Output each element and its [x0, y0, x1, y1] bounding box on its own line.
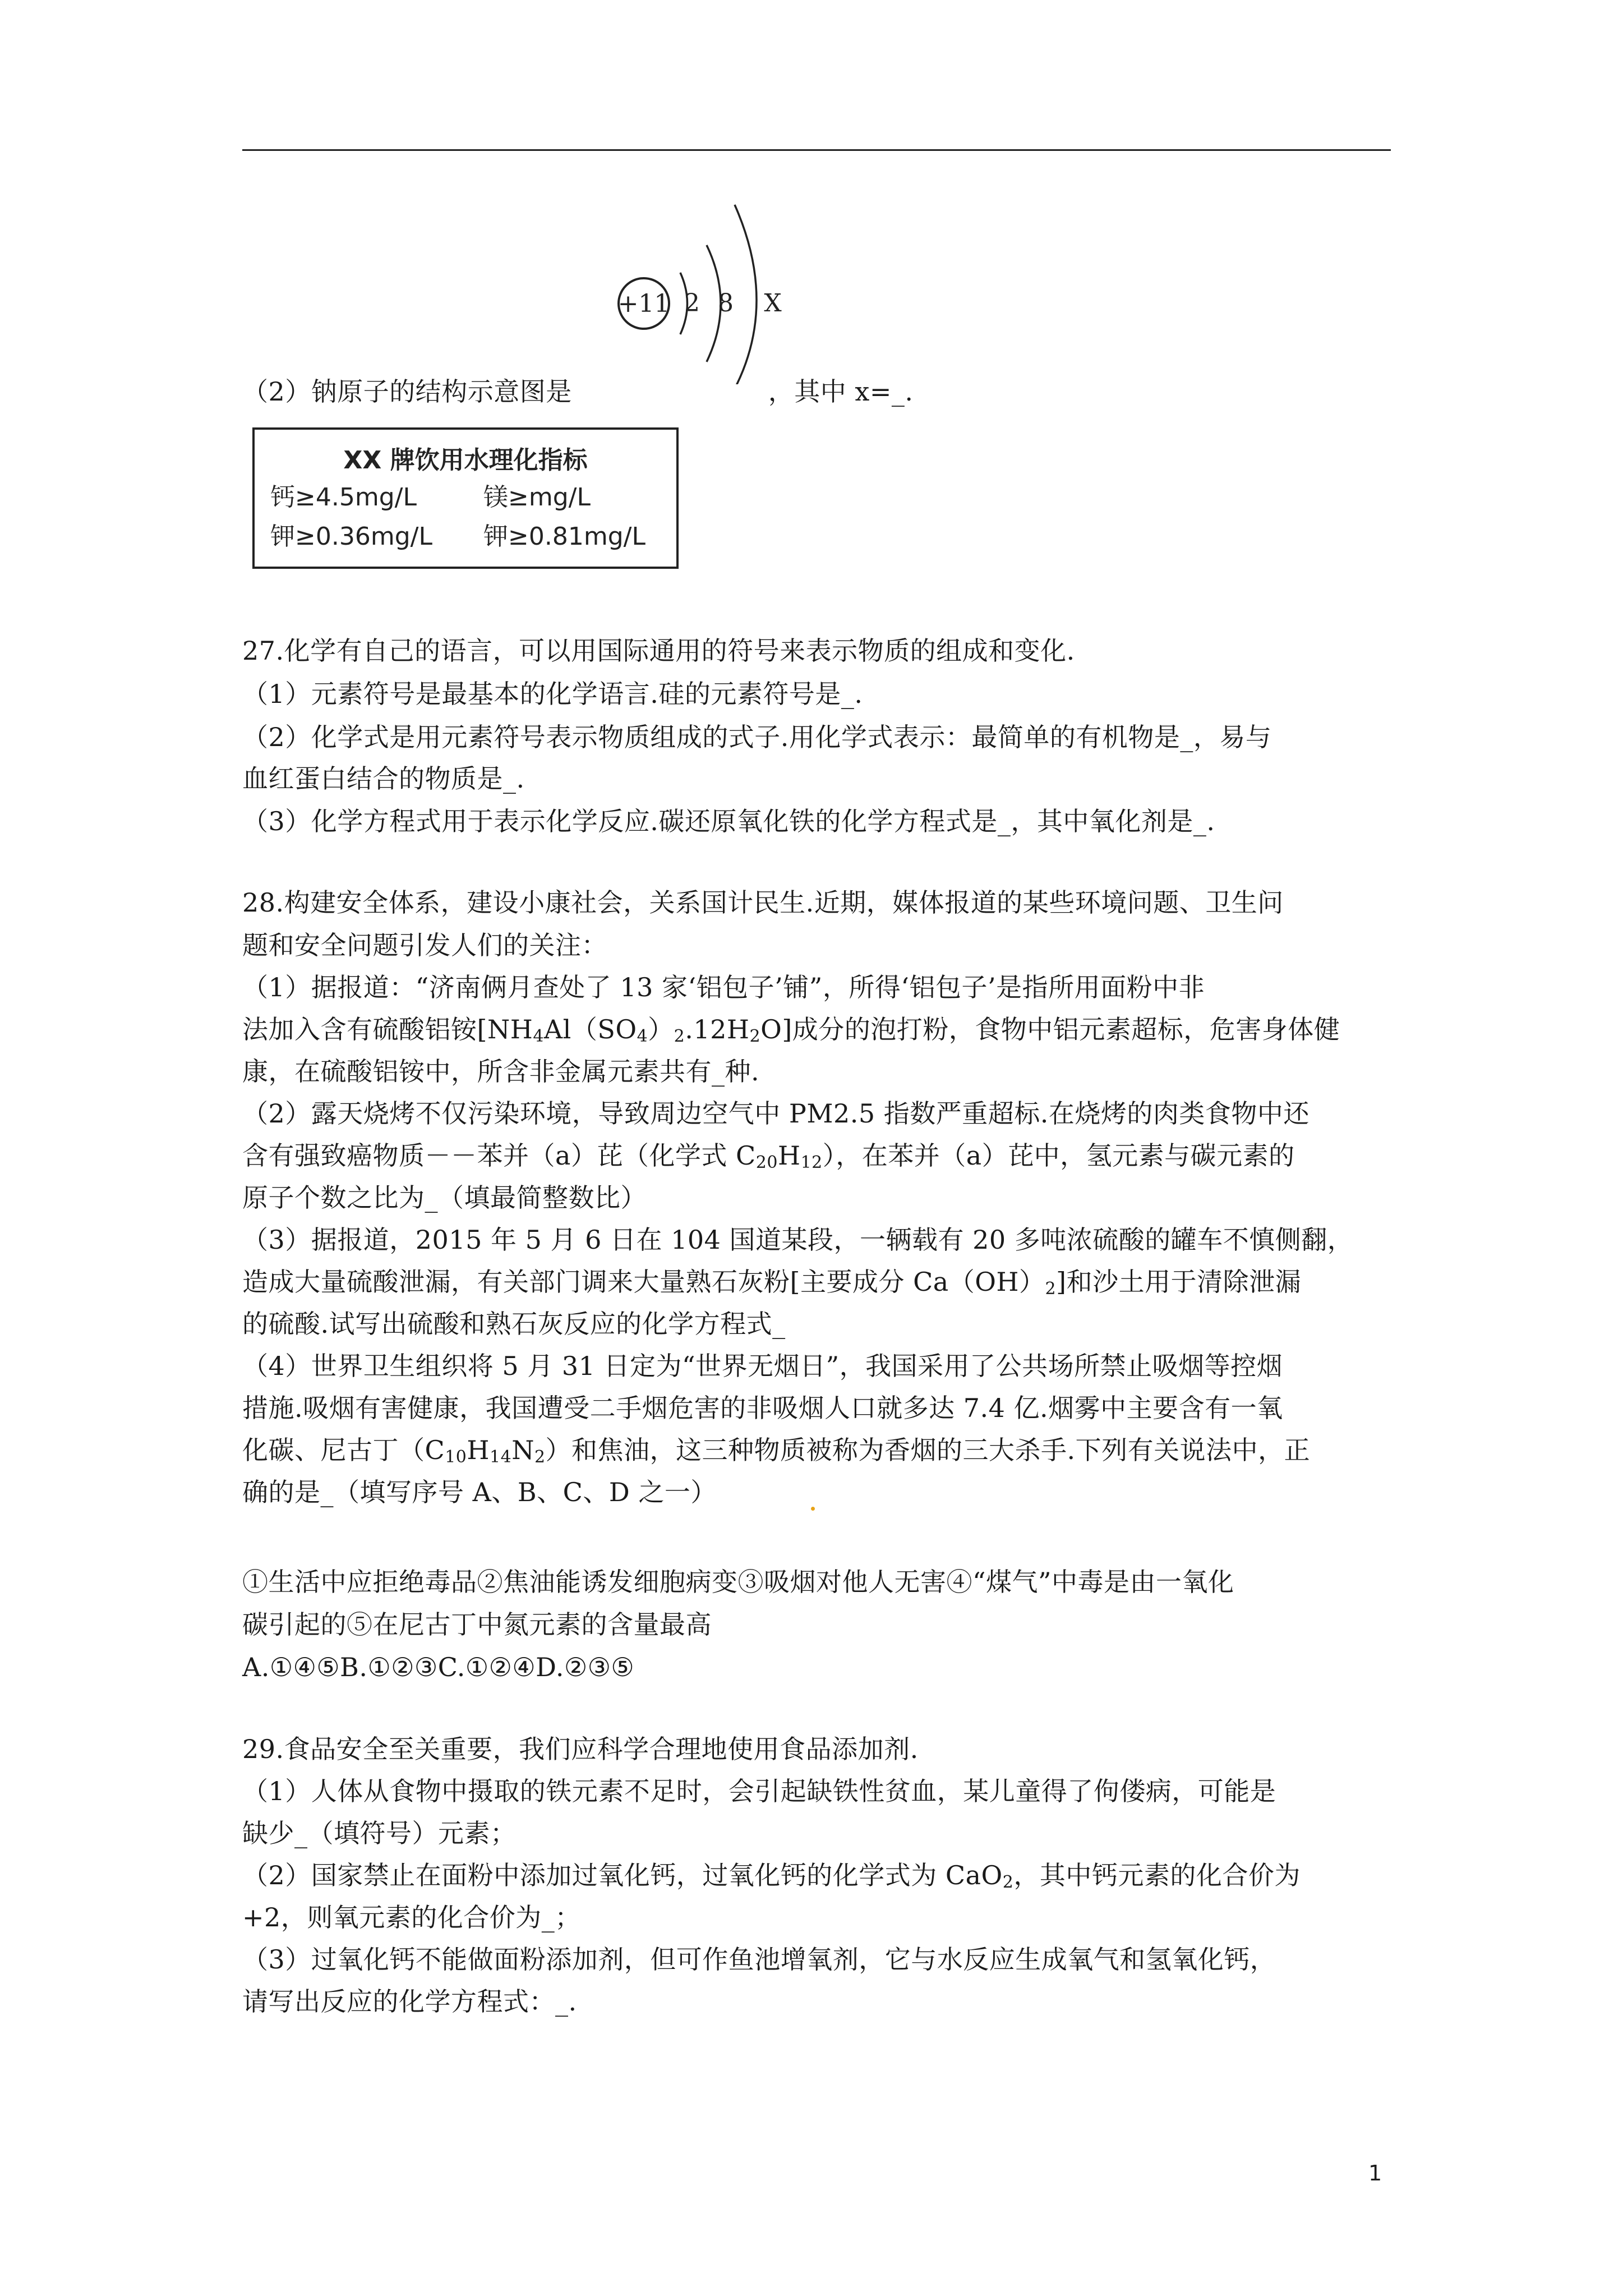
q29-part-2b: +2，则氧元素的化合价为_； [242, 1902, 581, 1932]
q28-part-3c: 的硫酸.试写出硫酸和熟石灰反应的化学方程式_ [242, 1309, 786, 1339]
q28-part-2b: 含有强致癌物质－－苯并（a）芘（化学式 $C_{20}H_{12}$），在苯并（a）芘中，氢元素与碳元素的 [242, 1140, 1295, 1172]
atom-shell-1: 2 [684, 289, 700, 318]
q28-part-3a: （3）据报道，2015 年 5 月 6 日在 104 国道某段，一辆载有 20 多吨浓硫酸的罐车不慎侧翻， [242, 1225, 1354, 1255]
q28-part-3b: 造成大量硫酸泄漏，有关部门调来大量熟石灰粉[主要成分 $Ca(OH)_2$]和沙土用于清除泄漏 [242, 1267, 1302, 1299]
water-label-cell: 钾≥0.81mg/L [483, 522, 645, 551]
q28-part-2c: 原子个数之比为_（填最简整数比） [242, 1182, 647, 1213]
water-label-cell: 镁≥mg/L [483, 483, 591, 512]
q28-part-4a: （4）世界卫生组织将 5 月 31 日定为“世界无烟日”，我国采用了公共场所禁止吸烟等控烟 [242, 1351, 1283, 1381]
q26-line-2-post: ，其中 x=_. [768, 376, 914, 407]
q27-part-2a: （2）化学式是用元素符号表示物质组成的式子.用化学式表示：最简单的有机物是_，易与 [242, 722, 1272, 752]
header-rule [242, 149, 1391, 151]
q29-part-3b: 请写出反应的化学方程式：_. [242, 1986, 577, 2017]
q27-part-2b: 血红蛋白结合的物质是_. [242, 763, 525, 794]
q27-part-3: （3）化学方程式用于表示化学反应.碳还原氧化铁的化学方程式是_，其中氧化剂是_. [242, 806, 1215, 836]
q29-part-2a: （2）国家禁止在面粉中添加过氧化钙，过氧化钙的化学式为 CaO$_2$，其中钙元素的化合价为 [242, 1860, 1301, 1892]
q28-choices: A.①④⑤B.①②③C.①②④D.②③⑤ [242, 1652, 635, 1682]
atom-shell-2: 8 [718, 289, 734, 318]
q28-part-1c: 康，在硫酸铝铵中，所含非金属元素共有_种. [242, 1056, 760, 1087]
atom-nucleus: +11 [617, 289, 670, 318]
sodium-atom-diagram [610, 199, 812, 384]
water-label-cell: 钙≥4.5mg/L [270, 483, 417, 512]
water-label-title: XX 牌饮用水理化指标 [343, 446, 588, 475]
q29-part-1a: （1）人体从食物中摄取的铁元素不足时，会引起缺铁性贫血，某儿童得了佝偻病，可能是 [242, 1776, 1276, 1806]
q28-part-4d: 确的是_（填写序号 A、B、C、D 之一） [242, 1477, 717, 1507]
water-label-cell: 钾≥0.36mg/L [270, 522, 432, 551]
q26-line-2-pre: （2）钠原子的结构示意图是 [242, 376, 572, 407]
q28-part-1a: （1）据报道：“济南俩月查处了 13 家‘铝包子’铺”，所得‘铝包子’是指所用面粉中非 [242, 972, 1205, 1002]
q28-options-a: ①生活中应拒绝毒品②焦油能诱发细胞病变③吸烟对他人无害④“煤气”中毒是由一氧化 [242, 1567, 1234, 1597]
q28-options-b: 碳引起的⑤在尼古丁中氮元素的含量最高 [242, 1609, 712, 1640]
q28-part-4c: 化碳、尼古丁$(C_{10}H_{14}N_2)$和焦油，这三种物质被称为香烟的三大杀手.下列有关说法中，正 [242, 1435, 1311, 1467]
atom-shell-3: X [764, 289, 782, 318]
q28-stem-a: 28.构建安全体系，建设小康社会，关系国计民生.近期，媒体报道的某些环境问题、卫生问 [242, 887, 1284, 918]
orange-dot-mark [811, 1507, 815, 1511]
page-number: 1 [1368, 2161, 1382, 2185]
q28-part-1b: 法加入含有硫酸铝铵$[NH_4Al(SO_4)_2.12H_2O]$成分的泡打粉，食物中铝元素超标，危害身体健 [242, 1014, 1340, 1046]
q29-part-3a: （3）过氧化钙不能做面粉添加剂，但可作鱼池增氧剂，它与水反应生成氧气和氢氧化钙， [242, 1944, 1276, 1975]
q28-part-2a: （2）露天烧烤不仅污染环境，导致周边空气中 PM2.5 指数严重超标.在烧烤的肉类食物中还 [242, 1098, 1310, 1129]
q29-part-1b: 缺少_（填符号）元素； [242, 1818, 517, 1848]
q27-part-1: （1）元素符号是最基本的化学语言.硅的元素符号是_. [242, 679, 863, 709]
q28-stem-b: 题和安全问题引发人们的关注： [242, 930, 607, 960]
water-label-box [252, 427, 679, 569]
q29-stem: 29.食品安全至关重要，我们应科学合理地使用食品添加剂. [242, 1734, 919, 1764]
q26-line-2 [242, 375, 914, 408]
q28-part-4b: 措施.吸烟有害健康，我国遭受二手烟危害的非吸烟人口就多达 7.4 亿.烟雾中主要含有一氧 [242, 1393, 1283, 1423]
q27-stem: 27.化学有自己的语言，可以用国际通用的符号来表示物质的组成和变化. [242, 636, 1075, 666]
